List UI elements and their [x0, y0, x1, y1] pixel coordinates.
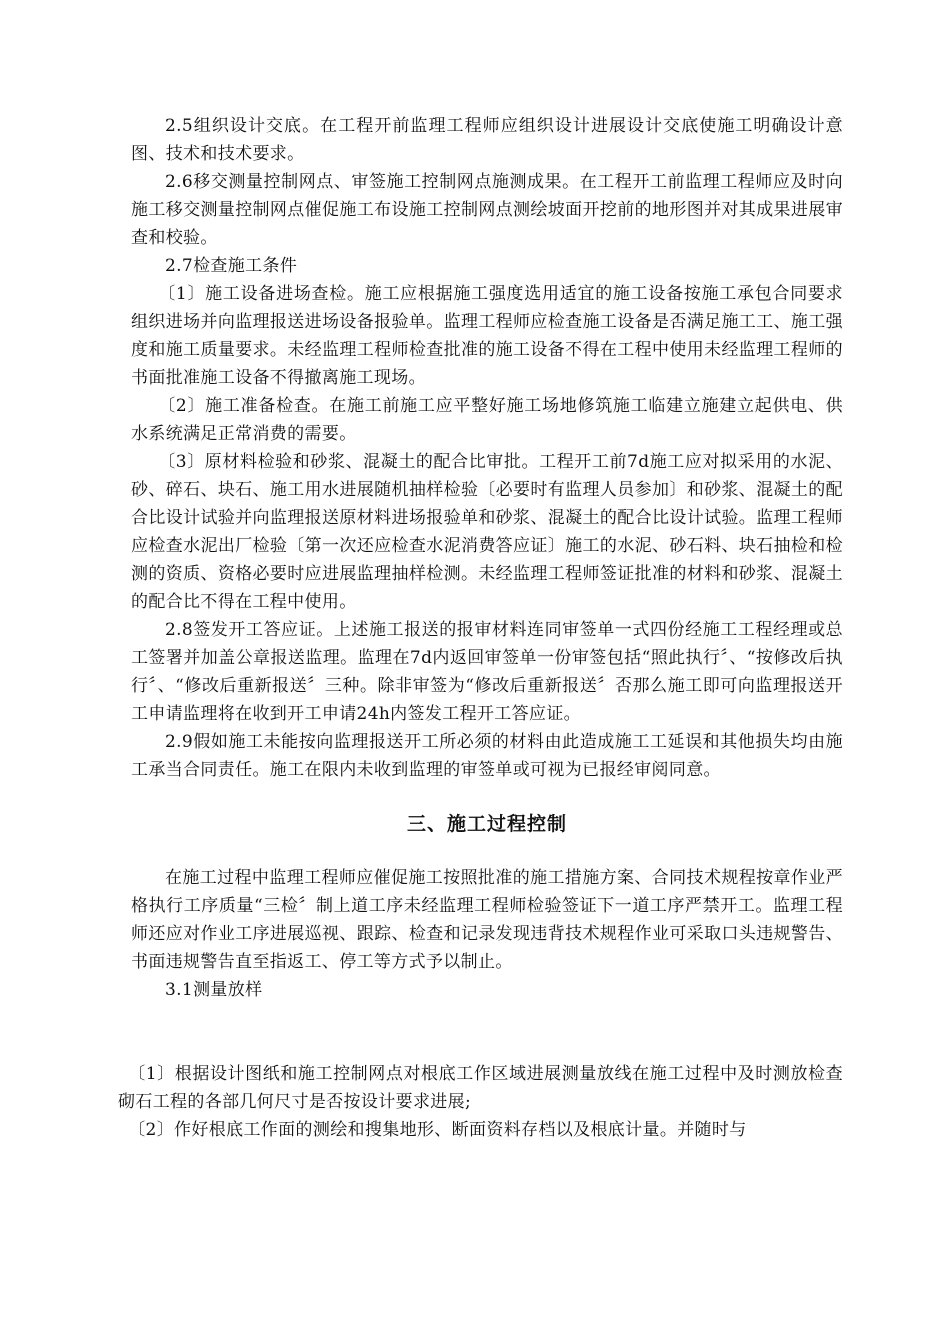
paragraph-2-7-item-3: 〔3〕原材料检验和砂浆、混凝土的配合比审批。工程开工前7d施工应对拟采用的水泥、砂、碎石、块石、施工用水进展随机抽样检验〔必要时有监理人员参加〕和砂浆、混凝土的配合比设计试验并向监理报送原材料进场报验单和砂浆、混凝土的配合比设计试验。监理工程师应检查水泥出厂检验〔第一次还应检查水泥消费答应证〕施工的水泥、砂石料、块石抽检和检测的资质、资格必要时应进展监理抽样检测。未经监理工程师签证批准的材料和砂浆、混凝土的配合比不得在工程中使用。	[131, 452, 843, 612]
paragraph-2-8: 2.8签发开工答应证。上述施工报送的报审材料连同审签单一式四份经施工工程经理或总工签署并加盖公章报送监理。监理在7d内返回审签单一份审签包括“照此执行〞、“按修改后执行〞、“修改后重新报送〞三种。除非审签为“修改后重新报送〞否那么施工即可向监理报送开工申请监理将在收到开工申请24h内签发工程开工答应证。	[131, 620, 843, 724]
paragraph-2-5: 2.5组织设计交底。在工程开前监理工程师应组织设计进展设计交底使施工明确设计意图、技术和技术要求。	[131, 116, 843, 164]
paragraph-2-7-item-2: 〔2〕施工准备检查。在施工前施工应平整好施工场地修筑施工临建立施建立起供电、供水系统满足正常消费的需要。	[131, 396, 843, 444]
paragraph-2-6: 2.6移交测量控制网点、审签施工控制网点施测成果。在工程开工前监理工程师应及时向施工移交测量控制网点催促施工布设施工控制网点测绘坡面开挖前的地形图并对其成果进展审查和校验。	[131, 172, 843, 248]
paragraph-3-1-item-1: 〔1〕根据设计图纸和施工控制网点对根底工作区域进展测量放线在施工过程中及时测放检查砌石工程的各部几何尺寸是否按设计要求进展;	[118, 1064, 843, 1112]
blank-gap	[131, 1004, 843, 1060]
section-heading: 三、施工过程控制	[406, 813, 567, 835]
paragraph-2-7-item-1: 〔1〕施工设备进场查检。施工应根据施工强度选用适宜的施工设备按施工承包合同要求组织进场并向监理报送进场设备报验单。监理工程师应检查施工设备是否满足施工工、施工强度和施工质量要求。未经监理工程师检查批准的施工设备不得在工程中使用未经监理工程师的书面批准施工设备不得撤离施工现场。	[131, 284, 843, 388]
section-intro-paragraph: 在施工过程中监理工程师应催促施工按照批准的施工措施方案、合同技术规程按章作业严格执行工序质量“三检〞制上道工序未经监理工程师检验签证下一道工序严禁开工。监理工程师还应对作业工序进展巡视、跟踪、检查和记录发现违背技术规程作业可采取口头违规警告、书面违规警告直至指返工、停工等方式予以制止。	[131, 868, 843, 972]
document-body	[118, 112, 843, 1144]
paragraph-3-1-item-2: 〔2〕作好根底工作面的测绘和搜集地形、断面资料存档以及根底计量。并随时与	[128, 1120, 747, 1140]
subsection-title-3-1: 3.1测量放样	[165, 980, 263, 1000]
paragraph-2-7-title: 2.7检查施工条件	[165, 256, 298, 276]
paragraph-2-9: 2.9假如施工未能按向监理报送开工所必须的材料由此造成施工工延误和其他损失均由施工承当合同责任。施工在限内未收到监理的审签单或可视为已报经审阅同意。	[131, 732, 843, 780]
